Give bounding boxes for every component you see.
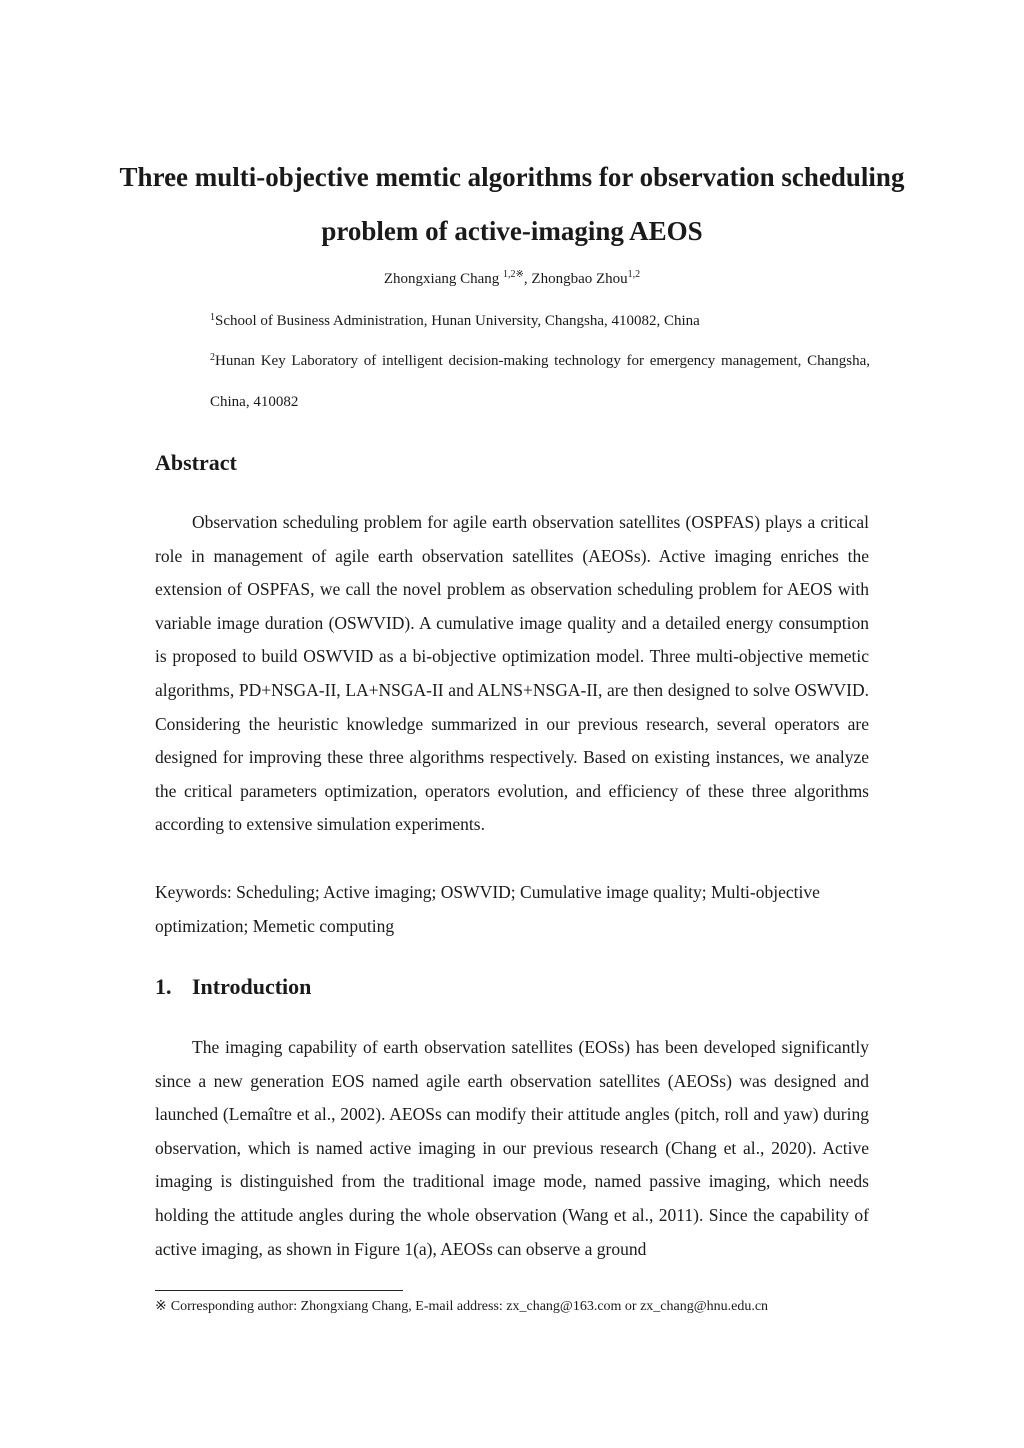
author-name: Zhongxiang Chang xyxy=(383,271,504,287)
affiliation-number: 2 xyxy=(210,352,215,363)
footnote-text: Corresponding author: Zhongxiang Chang, E-mail address: zx_chang@163.com or zx_chang@hnu.edu.cn xyxy=(170,1299,769,1314)
introduction-body: The imaging capability of earth observation satellites (EOSs) has been developed significantly since a new generation EOS named agile earth observation satellites (AEOSs) was designed and launched (Lemaître et al., 2002). AEOSs can modify their attitude angles (pitch, roll and yaw) during observation, which is named active imaging in our previous research (Chang et al., 2020). Active imaging is distinguished from the traditional image mode, named passive imaging, which needs holding the attitude angles during the whole observation (Wang et al., 2011). Since the capability of active imaging, as shown in Figure 1(a), AEOSs can observe a ground xyxy=(155,1037,869,1259)
abstract-heading: Abstract xyxy=(155,450,237,475)
keywords: Keywords: Scheduling; Active imaging; OSWVID; Cumulative image quality; Multi-objective optimization; Memetic computing xyxy=(155,882,820,936)
abstract-body: Observation scheduling problem for agile earth observation satellites (OSPFAS) plays a critical role in management of agile earth observation satellites (AEOSs). Active imaging enriches the extension of OSPFAS, we call the novel problem as observation scheduling problem for AEOS with variable image duration (OSWVID). A cumulative image quality and a detailed energy consumption is proposed to build OSWVID as a bi-objective optimization model. Three multi-objective memetic algorithms, PD+NSGA-II, LA+NSGA-II and ALNS+NSGA-II, are then designed to solve OSWVID. Considering the heuristic knowledge summarized in our previous research, several operators are designed for improving these three algorithms respectively. Based on existing instances, we analyze the critical parameters optimization, operators evolution, and efficiency of these three algorithms according to extensive simulation experiments. xyxy=(155,512,869,835)
author-separator: , xyxy=(523,271,532,287)
introduction-heading xyxy=(155,972,311,1002)
author-line xyxy=(0,264,1024,290)
footnote xyxy=(155,1296,768,1318)
section-number: 1. xyxy=(155,974,172,999)
author-affiliation-mark: 1,2 xyxy=(627,269,641,280)
footnote-divider xyxy=(155,1290,403,1291)
affiliation-number: 1 xyxy=(210,312,215,323)
affiliation-1 xyxy=(210,297,870,342)
section-title: Introduction xyxy=(192,974,312,999)
paper-title: Three multi-objective memtic algorithms for observation scheduling problem of active-imaging AEOS xyxy=(119,162,905,246)
affiliation-text: Hunan Key Laboratory of intelligent decision-making technology for emergency management, Changsha, China, 410082 xyxy=(210,353,870,410)
footnote-mark: ※ xyxy=(155,1299,167,1314)
author-affiliation-mark: 1,2※ xyxy=(503,269,524,280)
affiliation-2 xyxy=(210,337,870,423)
author-name: Zhongbao Zhou xyxy=(531,271,628,287)
affiliation-text: School of Business Administration, Hunan University, Changsha, 410082, China xyxy=(215,313,700,329)
